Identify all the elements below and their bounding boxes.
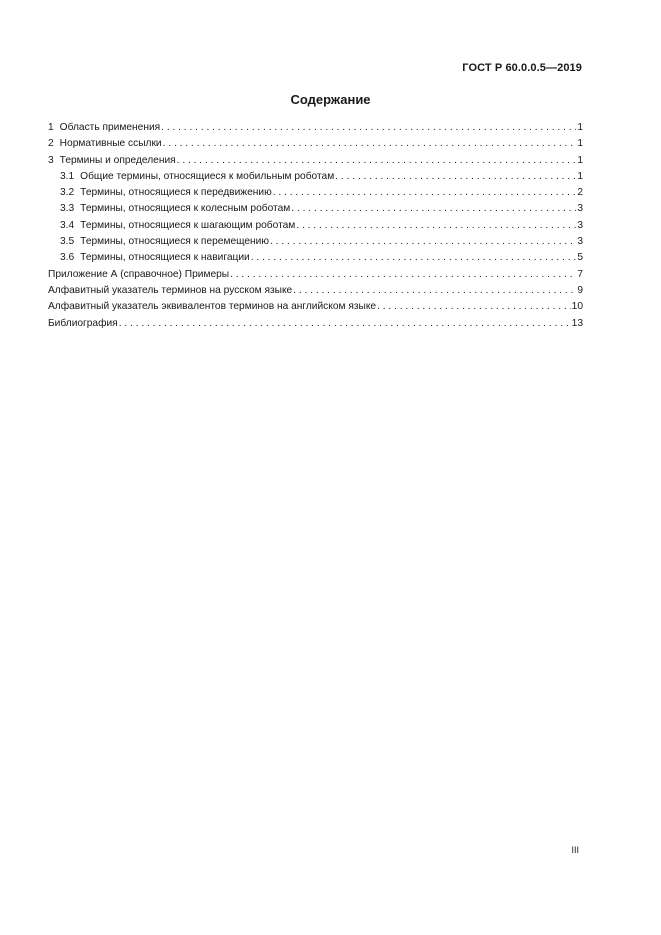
toc-entry-3-1[interactable]	[48, 169, 583, 185]
toc-leader-dots	[160, 120, 576, 136]
toc-entry-label: Термины, относящиеся к шагающим роботам	[80, 219, 296, 231]
toc-entry-index-russian[interactable]	[48, 283, 583, 299]
toc-leader-dots	[376, 299, 571, 315]
toc-leader-dots	[162, 136, 577, 152]
toc-entry-number: 3.6	[60, 252, 75, 264]
toc-entry-page: 2	[577, 187, 583, 199]
toc-entry-page: 1	[577, 170, 583, 182]
toc-entry-page: 3	[577, 219, 583, 231]
toc-entry-3-6[interactable]	[48, 250, 583, 266]
toc-leader-dots	[334, 169, 576, 185]
document-code: ГОСТ Р 60.0.0.5—2019	[462, 62, 582, 74]
toc-entry-page: 3	[577, 236, 583, 248]
toc-entry-index-english[interactable]	[48, 299, 583, 315]
toc-entry-page: 1	[577, 122, 583, 133]
toc-leader-dots	[269, 234, 576, 250]
toc-entry-3-3[interactable]	[48, 201, 583, 217]
toc-entry-3-5[interactable]	[48, 234, 583, 250]
page-number: III	[571, 845, 579, 855]
toc-entry-label: Алфавитный указатель терминов на русском языке	[48, 284, 293, 296]
toc-entry-number: 3.1	[60, 170, 75, 182]
toc-entry-label: Термины, относящиеся к передвижению	[80, 187, 272, 199]
table-of-contents	[48, 120, 583, 332]
toc-entry-label: Общие термины, относящиеся к мобильным роботам	[80, 170, 335, 182]
toc-entry-number: 3.2	[60, 187, 75, 199]
toc-entry-3-4[interactable]	[48, 218, 583, 234]
toc-entry-page: 1	[577, 154, 583, 166]
toc-entry-page: 13	[571, 317, 583, 329]
toc-entry-number: 2	[48, 138, 54, 150]
toc-entry-page: 1	[577, 138, 583, 150]
toc-entry-label: Термины и определения	[59, 154, 176, 166]
toc-entry-number: 3.5	[60, 236, 75, 248]
toc-leader-dots	[290, 201, 576, 217]
toc-entry-label: Приложение А (справочное) Примеры	[48, 268, 230, 280]
toc-leader-dots	[118, 316, 571, 332]
toc-entry-label: Алфавитный указатель эквивалентов терминов на английском языке	[48, 301, 377, 313]
toc-entry-label: Нормативные ссылки	[59, 138, 162, 150]
toc-entry-page: 10	[571, 301, 583, 313]
toc-entry-appendix-a[interactable]	[48, 267, 583, 283]
toc-title: Содержание	[290, 92, 371, 107]
toc-entry-label: Термины, относящиеся к перемещению	[80, 236, 270, 248]
toc-entry-label: Термины, относящиеся к колесным роботам	[80, 203, 291, 215]
toc-entry-page: 7	[577, 268, 583, 280]
toc-entry-page: 3	[577, 203, 583, 215]
toc-leader-dots	[292, 283, 576, 299]
toc-leader-dots	[176, 153, 577, 169]
toc-leader-dots	[272, 185, 577, 201]
toc-entry-bibliography[interactable]	[48, 316, 583, 332]
toc-entry-label: Область применения	[59, 122, 161, 133]
toc-entry-number: 1	[48, 122, 54, 133]
toc-entry-2[interactable]	[48, 136, 583, 152]
toc-leader-dots	[229, 267, 576, 283]
toc-leader-dots	[250, 250, 577, 266]
toc-entry-3[interactable]	[48, 153, 583, 169]
toc-entry-page: 9	[577, 284, 583, 296]
toc-entry-1[interactable]	[48, 120, 583, 136]
toc-entry-label: Термины, относящиеся к навигации	[80, 252, 250, 264]
toc-entry-page: 5	[577, 252, 583, 264]
toc-entry-number: 3.3	[60, 203, 75, 215]
toc-entry-label: Библиография	[48, 317, 118, 329]
toc-entry-number: 3	[48, 154, 54, 166]
toc-entry-number: 3.4	[60, 219, 75, 231]
toc-entry-3-2[interactable]	[48, 185, 583, 201]
toc-leader-dots	[295, 218, 576, 234]
